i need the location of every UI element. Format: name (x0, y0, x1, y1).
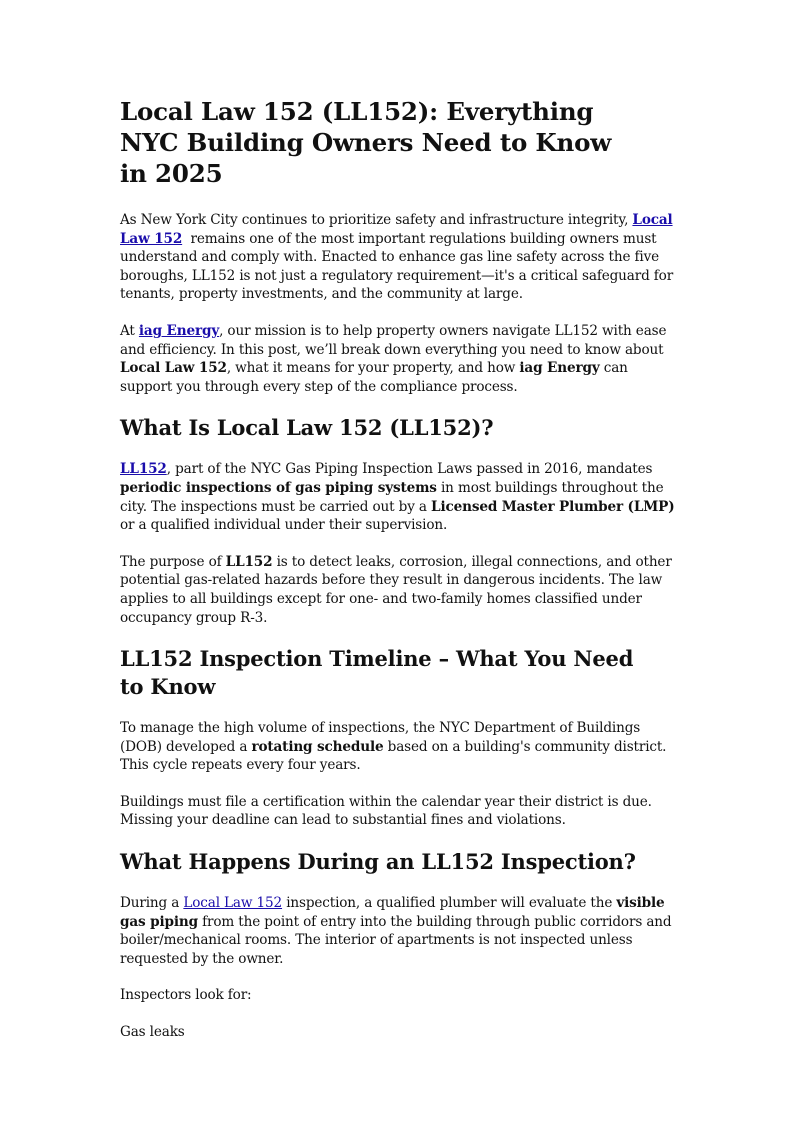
intro-p1-text-2: remains one of the most important regulations building owners must understand and comply with. Enacted to enhance gas line safety across the five boroughs, LL152 is not just a regulatory requirement—it's a critical safeguard for tenants, property investments, and the community at large. (120, 230, 674, 303)
what-p2-text-1: The purpose of (120, 553, 222, 570)
intro-p2-text-3: , what it means for your property, and how (226, 360, 516, 377)
timeline-paragraph-1 (120, 719, 680, 775)
what-p1-text-2: in most buildings throughout the city. The inspections must be carried out by a (120, 479, 664, 515)
local-law-152-link[interactable]: Local Law 152 (120, 212, 673, 247)
during-p1-text-3: from the point of entry into the building through public corridors and boiler/mechanical rooms. The interior of apartments is not inspected unless requested by the owner. (120, 913, 672, 967)
what-p2-bold-1: LL152 (225, 553, 273, 570)
intro-p2-text-4: can support you through every step of the compliance process. (120, 360, 628, 395)
intro-paragraph-2 (120, 322, 680, 396)
section-heading-what-is-ll152: What Is Local Law 152 (LL152)? (120, 415, 494, 441)
ll152-link[interactable]: LL152 (120, 461, 167, 478)
during-paragraph-3: Gas leaks (120, 1024, 185, 1041)
what-paragraph-2 (120, 553, 680, 627)
timeline-p1-bold-1: rotating schedule (251, 738, 384, 755)
during-p1-text-2: inspection, a qualified plumber will evaluate the (286, 895, 613, 912)
during-p1-text-1: During a (120, 895, 180, 912)
what-p1-text-1: , part of the NYC Gas Piping Inspection Laws passed in 2016, mandates (166, 461, 653, 478)
timeline-p1-text-1: To manage the high volume of inspections, the NYC Department of Buildings (DOB) developed a (120, 720, 641, 755)
intro-p2-text-2: , our mission is to help property owners navigate LL152 with ease and efficiency. In this post, we’ll break down everything you need to know about (120, 322, 667, 358)
iag-energy-link[interactable]: iag Energy (138, 322, 220, 339)
what-p2-text-2: is to detect leaks, corrosion, illegal connections, and other potential gas-related hazards before they result in dangerous incidents. The law applies to all buildings except for one- and two-family homes classified under occupancy group R-3. (120, 553, 672, 626)
document-page (120, 96, 680, 1042)
intro-paragraph-1 (120, 211, 680, 304)
section-heading-during-inspection: What Happens During an LL152 Inspection? (120, 849, 636, 875)
document-title: Local Law 152 (LL152): Everything NYC Building Owners Need to Know in 2025 (120, 97, 612, 188)
during-p1-bold-1: visible gas piping (120, 895, 665, 930)
local-law-152-inline-link[interactable]: Local Law 152 (183, 895, 283, 912)
intro-p1-text-1: As New York City continues to prioritize safety and infrastructure integrity, (120, 212, 629, 228)
what-p1-bold-2: Licensed Master Plumber (LMP) (431, 498, 675, 515)
timeline-p1-text-2: based on a building's community district. This cycle repeats every four years. (120, 738, 667, 774)
intro-p2-text-1: At (120, 322, 135, 339)
intro-p2-bold-1: Local Law 152 (120, 360, 227, 377)
during-paragraph-2: Inspectors look for: (120, 987, 252, 1004)
intro-p2-bold-2: iag Energy (519, 360, 600, 377)
during-paragraph-1 (120, 894, 680, 968)
timeline-paragraph-2: Buildings must file a certification within the calendar year their district is due. Missing your deadline can lead to substantial fines and violations. (120, 793, 652, 829)
what-p1-text-3: or a qualified individual under their supervision. (120, 517, 448, 534)
what-p1-bold-1: periodic inspections of gas piping systems (120, 479, 437, 496)
section-heading-timeline: LL152 Inspection Timeline – What You Need to Know (120, 646, 634, 700)
what-paragraph-1 (120, 460, 680, 534)
